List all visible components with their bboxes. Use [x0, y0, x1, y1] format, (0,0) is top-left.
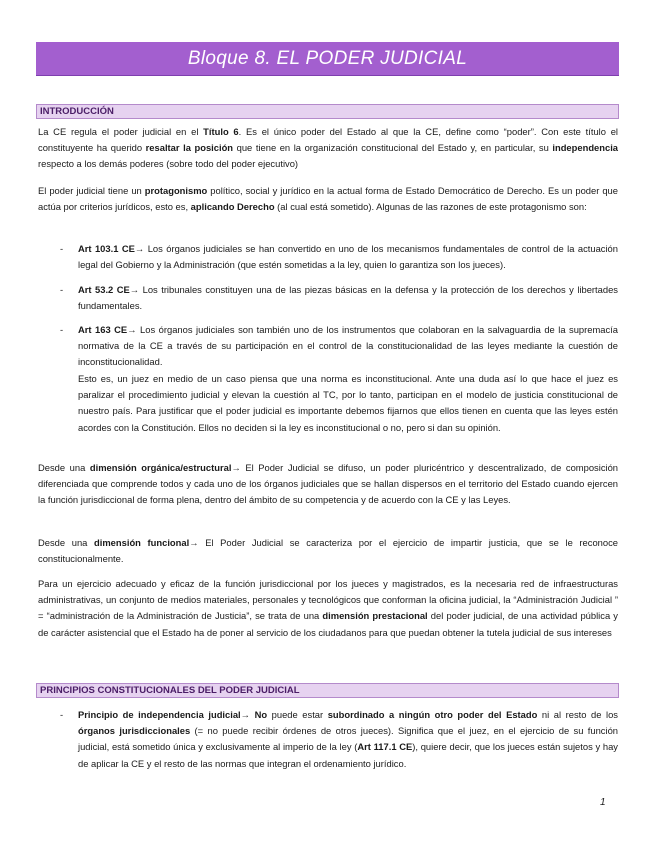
article-ref: Art 163 CE — [78, 324, 128, 335]
text: (= no puede recibir órdenes de otros jueces). Significa que el juez, en el ejercicio de su función judicial, está sometido única y exclusivamente al imperio de la ley ( — [78, 725, 619, 753]
bold-text: dimensión funcional — [94, 537, 190, 548]
paragraph-dimension-prestacional — [38, 576, 618, 641]
bold-text: dimensión orgánica/estructural — [89, 462, 232, 473]
section-heading-text: INTRODUCCIÓN — [40, 106, 114, 117]
arrow-icon: → — [127, 324, 137, 335]
paragraph-dimension-organica — [38, 460, 618, 509]
text: → El Poder Judicial se difuso, un poder pluricéntrico y descentralizado, de composición diferenciada que comprende todos y cada uno de los órganos judiciales que se hallan dispersos en el territorio del Estado cuando ejercen la función jurisdiccional de forma plena, dentro del ámbito de su competencia y de acuerdo con la CE y las Leyes. — [38, 462, 619, 506]
section-heading-text: PRINCIPIOS CONSTITUCIONALES DEL PODER JUDICIAL — [40, 685, 300, 696]
bullet-dash: - — [60, 284, 64, 295]
bold-text: órganos jurisdiccionales — [78, 725, 191, 737]
bullet-dash: - — [60, 324, 64, 335]
bold-text: aplicando Derecho — [190, 201, 275, 213]
text: político, social y jurídico en la actual forma de Estado Democrático de Derecho. Es un poder que actúa por criterios jurídicos, esto es, — [38, 185, 618, 213]
text: Desde una — [38, 537, 95, 548]
text: puede estar — [267, 709, 328, 720]
page-number: 1 — [600, 797, 606, 808]
text: ), quiere decir, que los jueces están sujetos y hay de aplicar la CE y el resto de las normas que integran el ordenamiento jurídico. — [78, 741, 618, 769]
document-title: Bloque 8. EL PODER JUDICIAL — [187, 48, 468, 69]
bold-text: Principio de independencia judicial — [78, 709, 241, 720]
text: ni al resto de los — [537, 709, 618, 720]
text: Los órganos judiciales se han convertido en uno de los mecanismos fundamentales de control de la actuación legal del Gobierno y la Administración (que estén sometidas a la ley, quien lo garantiza son los jueces). — [78, 243, 618, 271]
bullet-art-53 — [78, 282, 618, 314]
bold-text: Art 117.1 CE — [357, 741, 413, 753]
bold-text: No — [254, 709, 268, 720]
arrow-icon: → — [129, 284, 140, 295]
paragraph-titulo-6 — [38, 124, 618, 173]
text: (al cual está sometido). Algunas de las razones de este protagonismo son: — [274, 201, 587, 213]
arrow-icon: → — [134, 243, 145, 254]
text: La CE regula el poder judicial en el — [38, 126, 204, 137]
bullet-art-103 — [78, 241, 618, 273]
bold-text: resaltar la posición — [145, 142, 234, 154]
title-banner — [36, 42, 619, 76]
text: Para un ejercicio adecuado y eficaz de la función jurisdiccional por los jueces y magistrados, es la necesaria red de infraestructuras administrativas, un conjunto de medios materiales, personales y tecnológicos que conforman la oficina judicial, la “Administración Judicial ” = “administración de la Administración de Justicia”, se trata de una — [38, 578, 618, 622]
bold-text: subordinado a ningún otro poder del Estado — [327, 709, 538, 720]
paragraph-dimension-funcional — [38, 535, 618, 567]
section-heading-introduccion — [36, 104, 619, 119]
text: El poder judicial tiene un — [38, 185, 145, 196]
text: Los tribunales constituyen una de las piezas básicas en la defensa y la protección de los derechos y libertades fundamentales. — [78, 284, 618, 312]
text: respecto a los demás poderes (sobre todo del poder ejecutivo) — [38, 158, 299, 170]
bullet-dash: - — [60, 709, 64, 720]
paragraph-protagonismo — [38, 183, 618, 215]
text: → — [240, 709, 255, 720]
text: Los órganos judiciales son también uno de los instrumentos que colaboran en la salvaguardia de la supremacía normativa de la CE a través de su participación en el control de la constitucionalidad de las leyes mediante la cuestión de inconstitucionalidad. — [78, 324, 618, 368]
text: Desde una — [38, 462, 90, 473]
text: . Es el único poder del Estado al que la CE, define como “poder”. Con este título el constituyente ha querido — [38, 126, 619, 154]
bold-text: protagonismo — [144, 185, 208, 196]
article-ref: Art 103.1 CE — [78, 243, 135, 254]
bullet-dash: - — [60, 243, 64, 254]
bold-text: Título 6 — [203, 126, 239, 137]
bold-text: independencia — [552, 142, 619, 154]
bullet-art-163 — [78, 322, 618, 371]
text: que tiene en la organización constitucional del Estado y, en particular, su — [233, 142, 553, 154]
section-heading-principios — [36, 683, 619, 698]
bullet-principio-independencia — [78, 707, 618, 772]
bullet-art-163-explanation: Esto es, un juez en medio de un caso piensa que una norma es inconstitucional. Ante una duda así lo que hace el juez es paralizar el procedimiento judicial y elevan la cuestión al TC, por lo tanto, participan en el modelo de justicia constitucional de nuestro país. Para justificar que el poder judicial es importante debemos fijarnos que ellos tienen en cuenta que las leyes estén acordes con la Constitución. Ellos no deciden si la ley es inconstitucional o no, pero si dan su opinión. — [78, 373, 618, 433]
text: del poder judicial, de una actividad pública y de carácter asistencial que el Estado ha de poner al servicio de los ciudadanos para que puedan obtener la tutela judicial de sus intereses — [38, 610, 618, 638]
bold-text: dimensión prestacional — [322, 610, 428, 622]
article-ref: Art 53.2 CE — [78, 284, 130, 295]
text: → El Poder Judicial se caracteriza por el ejercicio de impartir justicia, que se le reconoce constitucionalmente. — [38, 537, 619, 565]
